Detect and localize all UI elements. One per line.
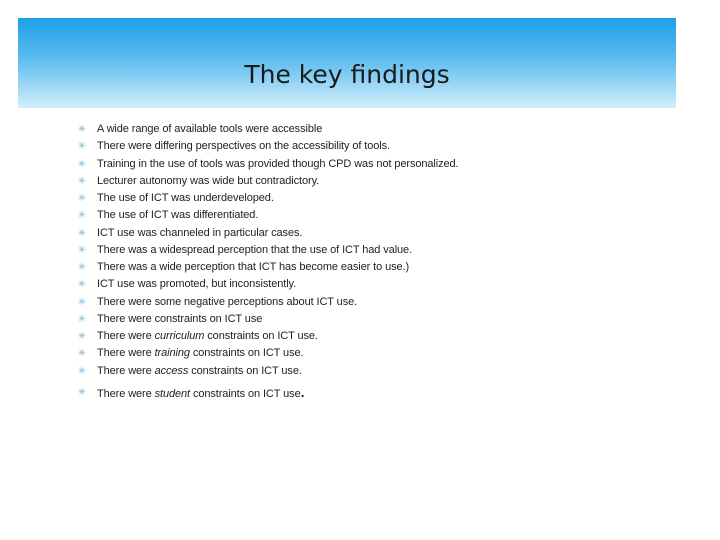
finding-text: [97, 345, 303, 362]
bullet-icon: ✳: [77, 227, 87, 239]
finding-text: Lecturer autonomy was wide but contradictory.: [97, 174, 320, 187]
finding-emphasis: curriculum: [154, 330, 205, 342]
finding-text: [97, 328, 318, 345]
bullet-icon: ✳: [77, 313, 87, 325]
finding-text: There was a wide perception that ICT has become easier to use.): [97, 261, 410, 273]
finding-period: .: [300, 383, 305, 400]
bullet-icon: ✳: [77, 158, 87, 170]
finding-text-start: There were: [97, 330, 155, 342]
finding-text-end: constraints on ICT use.: [188, 364, 302, 377]
finding-emphasis: access: [154, 364, 189, 377]
finding-text: [97, 384, 304, 403]
finding-text: [97, 363, 302, 380]
bullet-icon: ✳: [77, 124, 87, 135]
finding-text: There was a widespread perception that the use of ICT had value.: [97, 243, 413, 256]
bullet-icon: ✳: [77, 279, 87, 291]
finding-text: The use of ICT was underdeveloped.: [97, 192, 274, 204]
finding-text: There were constraints on ICT use: [97, 312, 263, 325]
finding-text: Training in the use of tools was provided though CPD was not personalized.: [97, 157, 459, 170]
slide-title: The key findings: [244, 60, 450, 89]
finding-text-end: constraints on ICT use.: [189, 347, 304, 360]
bullet-icon: ✳: [77, 244, 87, 256]
finding-text: The use of ICT was differentiated.: [97, 209, 259, 222]
bullet-icon: ✳: [77, 175, 87, 187]
finding-text: There were differing perspectives on the accessibility of tools.: [97, 140, 390, 153]
finding-text: There were some negative perceptions about ICT use.: [97, 295, 358, 308]
bullet-icon: ✳: [77, 386, 87, 398]
finding-emphasis: student: [154, 387, 190, 400]
finding-text: ICT use was channeled in particular cases.: [97, 226, 303, 239]
finding-text: A wide range of available tools were accessible: [97, 123, 323, 135]
bullet-icon: ✳: [77, 193, 87, 204]
bullet-icon: ✳: [77, 262, 87, 273]
finding-text-start: There were: [97, 387, 155, 400]
bullet-icon: ✳: [77, 141, 87, 153]
finding-text-start: There were: [97, 347, 155, 360]
bullet-icon: ✳: [77, 365, 87, 377]
bullet-icon: ✳: [77, 331, 87, 342]
title-banner: [18, 18, 676, 108]
bullet-icon: ✳: [77, 210, 87, 222]
finding-text-end: constraints on ICT use.: [204, 330, 318, 342]
finding-emphasis: training: [154, 347, 190, 360]
bullet-icon: ✳: [77, 348, 87, 360]
finding-text-start: There were: [97, 364, 155, 377]
finding-text-end: constraints on ICT use: [189, 387, 301, 400]
bullet-icon: ✳: [77, 296, 87, 308]
finding-text: ICT use was promoted, but inconsistently.: [97, 278, 297, 291]
